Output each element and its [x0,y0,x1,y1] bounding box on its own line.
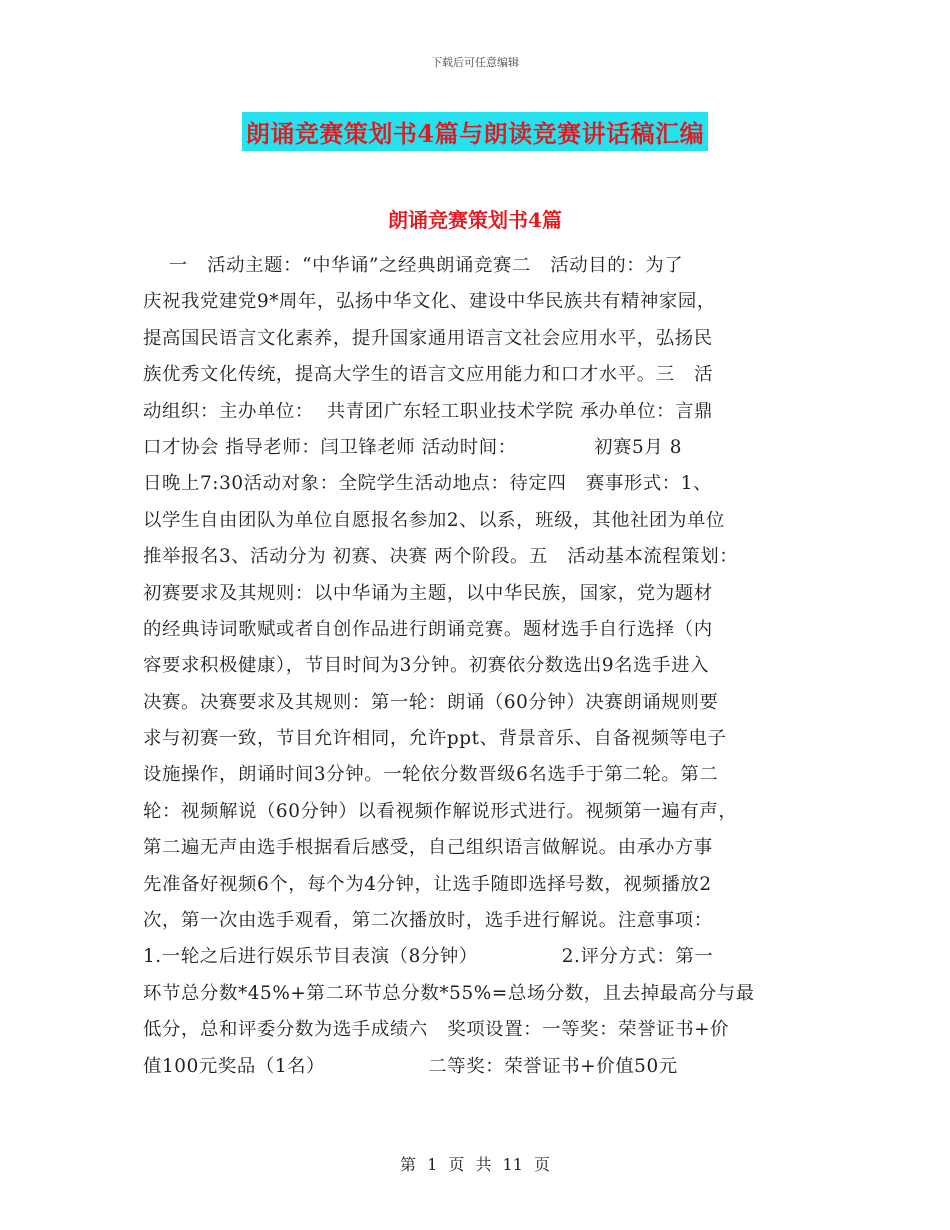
text-line: 一 活动主题：“中华诵”之经典朗诵竞赛二 活动目的：为了 [143,255,684,276]
text-line: 求与初赛一致，节目允许相同，允许ppt、背景音乐、自备视频等电子 [143,728,727,750]
page-footer: 第 1 页 共 11 页 [400,1155,550,1174]
text-line: 值100元奖品（1名） 二等奖：荣誉证书+价值50元 [143,1055,678,1077]
text-line: 1.一轮之后进行娱乐节目表演（8分钟） 2.评分方式：第一 [143,946,714,968]
text-line: 口才协会 指导老师：闫卫锋老师 活动时间： 初赛5月 8 [143,436,683,458]
section-title: 朗诵竞赛策划书4篇 [388,208,562,232]
text-line: 的经典诗词歌赋或者自创作品进行朗诵竞赛。题材选手自行选择（内 [143,618,713,640]
text-line: 先准备好视频6个，每个为4分钟，让选手随即选择号数，视频播放2 [143,873,712,895]
text-line: 推举报名3、活动分为 初赛、决赛 两个阶段。五 活动基本流程策划： [143,546,739,568]
text-line: 初赛要求及其规则：以中华诵为主题，以中华民族，国家，党为题材 [143,582,713,604]
text-line: 第二遍无声由选手根据看后感受，自己组织语言做解说。由承办方事 [143,837,713,859]
body-text [143,248,823,1085]
text-line: 环节总分数*45%+第二环节总分数*55%=总场分数，且去掉最高分与最 [143,982,755,1004]
text-line: 设施操作，朗诵时间3分钟。一轮依分数晋级6名选手于第二轮。第二 [143,764,719,786]
text-line: 以学生自由团队为单位自愿报名参加2、以系，班级，其他社团为单位 [143,509,726,531]
text-line: 提高国民语言文化素养，提升国家通用语言文社会应用水平，弘扬民 [143,327,713,349]
text-line: 低分，总和评委分数为选手成绩六 奖项设置：一等奖：荣誉证书+价 [143,1019,730,1041]
text-line: 族优秀文化传统，提高大学生的语言文应用能力和口才水平。三 活 [143,364,714,386]
text-line: 轮：视频解说（60分钟）以看视频作解说形式进行。视频第一遍有声， [143,800,738,822]
text-line: 容要求积极健康），节目时间为3分钟。初赛依分数选出9名选手进入 [143,655,710,677]
text-line: 次，第一次由选手观看，第二次播放时，选手进行解说。注意事项： [143,910,713,932]
text-line: 日晚上7:30活动对象：全院学生活动地点：待定四 赛事形式：1、 [143,473,713,495]
main-title-container [0,112,950,151]
main-title: 朗诵竞赛策划书4篇与朗读竞赛讲话稿汇编 [242,112,708,151]
text-line: 庆祝我党建党9*周年，弘扬中华文化、建设中华民族共有精神家园， [143,291,716,313]
header-note: 下载后可任意编辑 [431,56,519,69]
text-line: 决赛。决赛要求及其规则：第一轮：朗诵（60分钟）决赛朗诵规则要 [143,691,719,713]
text-line: 动组织：主办单位： 共青团广东轻工职业技术学院 承办单位：言鼎 [143,400,714,422]
